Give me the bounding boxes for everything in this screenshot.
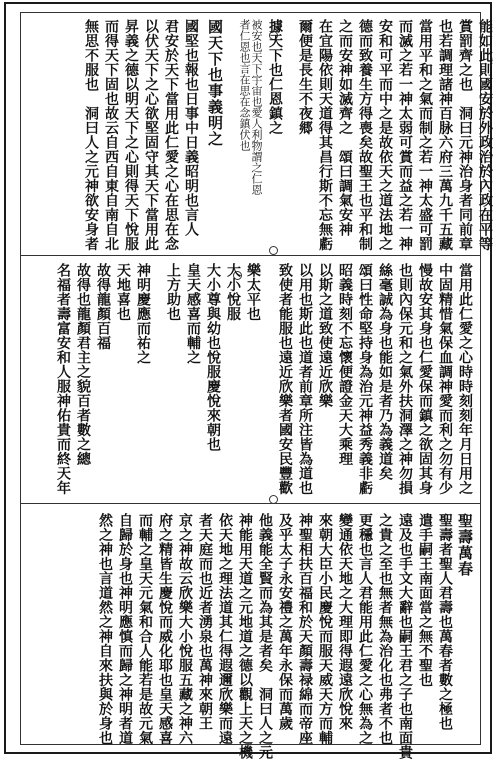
text-column: 國天下也事義明之 — [206, 19, 224, 147]
text-column: 昭義時刻不忘懷便證金天大乘理 — [337, 263, 353, 466]
text-column: 在宜陽依則天道得其昌行斯不忘無虧 — [317, 19, 333, 251]
text-column: 遣手嗣王南面當之無不聖也 — [417, 513, 433, 687]
text-column: 致使者能服也遠近欣樂者國安民豐歡 — [277, 263, 293, 495]
text-column: 依天地之理法道其仁得遐邇欣樂而遠 — [217, 513, 233, 745]
text-column: 當用此仁愛之心時時刻刻年月日用之 — [457, 263, 473, 495]
text-column: 故得也龍顏君主之貌百者數之總 — [75, 263, 91, 466]
text-column: 神聖相扶百福和於天顏壽禄綿而帝座 — [297, 513, 313, 745]
text-column: 大小悅服 — [225, 263, 241, 321]
text-column: 大小尊與幼也悅服慶悅來朝也 — [205, 263, 221, 452]
text-column: 者仁恩也言在思在念鎮伏也 — [238, 19, 251, 151]
text-column: 樂太平也 — [245, 263, 261, 321]
text-column: 被安也天下宇宙也愛人利物謂之仁恩 — [250, 19, 263, 195]
text-column: 及乎太子永安禮之萬年永保而萬歲 — [277, 513, 293, 731]
text-column: 能如此則國安於外政治於內政在平等 — [477, 19, 493, 251]
text-column: 來朝大臣小民慶悅而服天威天方而輔 — [317, 513, 333, 745]
text-column: 君安於天下當用此仁愛之心在思在念 — [163, 19, 179, 251]
text-column: 上方助也 — [165, 263, 181, 321]
text-column: 更穩也言人君能用此仁愛之心無為之 — [357, 513, 373, 745]
text-column: 遠及也手文大辭也嗣王君之子也南面貴 — [397, 513, 413, 760]
text-column: 國堅也報也日事中日義昭明也言人 — [183, 19, 199, 237]
section-divider — [20, 255, 481, 256]
text-column: 慢故安其身也仁愛保而鎮之欲固其身 — [417, 263, 433, 495]
text-column: 之而安神如滅齊之 頌曰調氣安神 — [337, 19, 353, 237]
text-column: 而得天下固也故云自西自東自南自北 — [103, 19, 119, 251]
text-column: 故得龍顏百福 — [95, 263, 111, 350]
text-column: 以斯之道致使遠近欣樂 — [317, 263, 333, 408]
text-column: 聖壽者聖人君壽也萬春者數之極也 — [437, 513, 453, 731]
text-column: 神能用天道之元地道之德以觀上天之機 — [237, 513, 253, 760]
text-column: 以用也斯此也道者前章所注皆為道也 — [297, 263, 313, 495]
text-column: 昇義之德以明天下之心則得天下悅服 — [123, 19, 139, 251]
text-column: 爾便是長生不夜郷 — [297, 19, 313, 135]
text-column: 變通依天地之大理即得遐遠欣悅來 — [337, 513, 353, 731]
text-column: 府之精皆生慶悅而威化耶也皇天感喜 — [157, 513, 173, 745]
text-column: 賞罰齊之也 洞曰元神治身者同前章 — [457, 19, 473, 251]
text-column: 然之神也言道然之神自來扶與於身也 — [97, 513, 113, 745]
text-column: 京之神故云欣樂大小悅服五藏之神六 — [177, 513, 193, 745]
text-column: 當用平和之氣而制之若一神太盛可罰 — [417, 19, 433, 251]
text-column: 安和可平而中之是故依天之道法地之 — [377, 19, 393, 251]
text-column: 無思不服也 洞曰人之元神欲安身者 — [83, 19, 99, 251]
text-column: 他義能全賢而為其是者矣 洞曰人之元 — [257, 513, 273, 760]
text-column: 神明慶應而祐之 — [135, 263, 151, 365]
text-column: 之貴之至也無者無為治化也弗者不也 — [377, 513, 393, 745]
text-column: 據天下也仁恩鎮之 — [267, 19, 283, 135]
text-frame — [20, 12, 493, 760]
section-divider — [20, 503, 481, 504]
text-column: 也若調理諸神百脉六府三萬九千五藏 — [437, 19, 453, 251]
text-column: 天地喜也 — [115, 263, 131, 321]
text-column: 而輔之皇天元氣和合人能若是故元氣 — [137, 513, 153, 745]
document-page — [4, 2, 493, 760]
text-column: 頌曰性命堅持身為治元神益秀義非虧 — [357, 263, 373, 495]
text-column: 也則內保元和之氣外扶洞澤之神勿損 — [397, 263, 413, 495]
text-column: 而滅之若一神太弱可賞而益之若一神 — [397, 19, 413, 251]
text-column: 自歸於身也神明應慎而歸之神明者道 — [117, 513, 133, 745]
text-column: 絲毫誠為身也能如是者乃為義道矣 — [377, 263, 393, 481]
text-column: 皇天感喜而輔之 — [185, 263, 201, 365]
text-column: 聖壽萬春 — [456, 513, 474, 577]
text-column: 德而致養生方得喪矣故聖王也平和制 — [357, 19, 373, 251]
text-column: 以伏天下之心欲堅固守其天下當用此 — [143, 19, 159, 251]
text-column: 者天庭而也近者湧泉也萬神來朝王 — [197, 513, 213, 731]
text-column: 名福者壽富安和人服神佑貴而終天年 — [55, 263, 71, 495]
text-column: 中固精惜氣保血調神愛而利之勿有少 — [437, 263, 453, 495]
